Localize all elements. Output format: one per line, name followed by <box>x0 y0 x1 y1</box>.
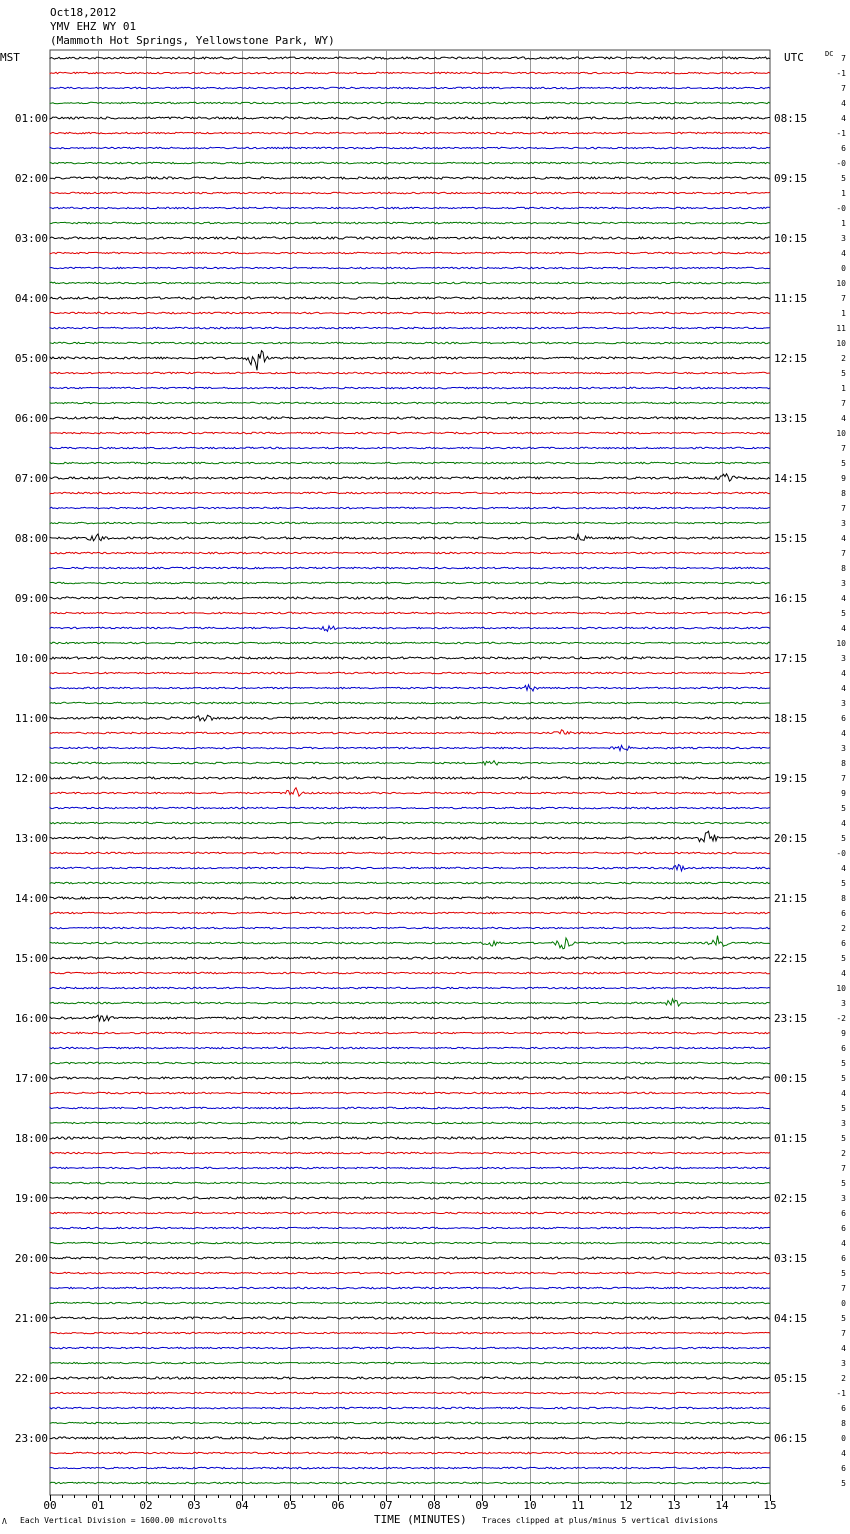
trace-row <box>50 1122 770 1124</box>
trace-row <box>50 1047 770 1049</box>
trace-row <box>50 447 770 449</box>
dc-offset-label: -1 <box>836 69 846 78</box>
dc-offset-label: -0 <box>836 849 846 858</box>
trace-row <box>50 936 770 949</box>
mst-hour-label: 17:00 <box>14 1072 48 1085</box>
trace-row <box>50 1437 770 1439</box>
trace-row <box>50 297 770 299</box>
dc-offset-label: 8 <box>841 1419 846 1428</box>
utc-hour-label: 04:15 <box>774 1312 808 1325</box>
dc-offset-label: 8 <box>841 564 846 573</box>
dc-offset-label: 3 <box>841 1119 846 1128</box>
trace-row <box>50 702 770 704</box>
mst-hour-label: 15:00 <box>14 952 48 965</box>
dc-offset-label: 5 <box>841 804 846 813</box>
trace-row <box>50 1062 770 1064</box>
trace-row <box>50 807 770 809</box>
dc-offset-label: 4 <box>841 114 846 123</box>
dc-offset-label: 5 <box>841 834 846 843</box>
mst-hour-label: 03:00 <box>14 232 48 245</box>
dc-offset-label: -2 <box>836 1014 846 1023</box>
trace-row <box>50 897 770 899</box>
utc-hour-label: 13:15 <box>774 412 808 425</box>
x-tick-label: 04 <box>235 1499 249 1512</box>
utc-hour-label: 10:15 <box>774 232 808 245</box>
trace-row <box>50 685 770 691</box>
trace-row <box>50 507 770 509</box>
x-tick-label: 08 <box>427 1499 441 1512</box>
dc-offset-label: 4 <box>841 684 846 693</box>
dc-offset-label: 5 <box>841 459 846 468</box>
x-tick-label: 09 <box>475 1499 489 1512</box>
trace-row <box>50 1197 770 1199</box>
dc-offset-label: 3 <box>841 1359 846 1368</box>
trace-row <box>50 1287 770 1289</box>
trace-row <box>50 1452 770 1454</box>
trace-row <box>50 745 770 750</box>
dc-offset-label: 2 <box>841 1374 846 1383</box>
dc-offset-label: 7 <box>841 1329 846 1338</box>
trace-row <box>50 1077 770 1079</box>
trace-row <box>50 552 770 554</box>
trace-row <box>50 1257 770 1259</box>
trace-row <box>50 626 770 632</box>
dc-offset-label: 7 <box>841 84 846 93</box>
dc-offset-label: 0 <box>841 1299 846 1308</box>
dc-offset-label: -0 <box>836 159 846 168</box>
dc-offset-label: 3 <box>841 234 846 243</box>
trace-row <box>50 252 770 254</box>
trace-row <box>50 882 770 884</box>
trace-row <box>50 987 770 989</box>
dc-offset-label: 9 <box>841 474 846 483</box>
trace-row <box>50 672 770 674</box>
trace-row <box>50 1212 770 1214</box>
dc-offset-label: 4 <box>841 729 846 738</box>
trace-row <box>50 582 770 584</box>
trace-row <box>50 1362 770 1364</box>
dc-offset-label: 1 <box>841 189 846 198</box>
trace-row <box>50 474 770 481</box>
dc-offset-label: 5 <box>841 1269 846 1278</box>
trace-row <box>50 87 770 89</box>
dc-offset-label: 4 <box>841 1089 846 1098</box>
utc-hour-label: 06:15 <box>774 1432 808 1445</box>
mst-hour-label: 16:00 <box>14 1012 48 1025</box>
x-axis-label: TIME (MINUTES) <box>374 1513 467 1526</box>
mst-hour-label: 08:00 <box>14 532 48 545</box>
x-tick-label: 05 <box>283 1499 297 1512</box>
dc-offset-label: 5 <box>841 1479 846 1488</box>
trace-row <box>50 1167 770 1169</box>
dc-offset-label: 8 <box>841 489 846 498</box>
dc-offset-label: 7 <box>841 504 846 513</box>
utc-hour-label: 11:15 <box>774 292 808 305</box>
dc-offset-label: 10 <box>836 984 846 993</box>
dc-offset-label: 5 <box>841 1104 846 1113</box>
dc-offset-label: 7 <box>841 54 846 63</box>
trace-row <box>50 912 770 914</box>
dc-offset-label: 6 <box>841 714 846 723</box>
dc-offset-label: 1 <box>841 309 846 318</box>
dc-offset-label: 8 <box>841 894 846 903</box>
dc-offset-label: -1 <box>836 1389 846 1398</box>
trace-row <box>50 957 770 959</box>
dc-offset-label: 4 <box>841 1449 846 1458</box>
utc-hour-label: 21:15 <box>774 892 808 905</box>
utc-hour-label: 15:15 <box>774 532 808 545</box>
trace-row <box>50 177 770 179</box>
dc-offset-label: 4 <box>841 969 846 978</box>
trace-row <box>50 612 770 614</box>
mst-hour-label: 12:00 <box>14 772 48 785</box>
dc-offset-label: 4 <box>841 669 846 678</box>
dc-offset-label: 7 <box>841 1284 846 1293</box>
dc-offset-label: 4 <box>841 1344 846 1353</box>
trace-row <box>50 147 770 149</box>
utc-hour-label: 03:15 <box>774 1252 808 1265</box>
utc-hour-label: 08:15 <box>774 112 808 125</box>
utc-hour-label: 16:15 <box>774 592 808 605</box>
mst-hour-label: 09:00 <box>14 592 48 605</box>
trace-row <box>50 372 770 374</box>
dc-offset-label: 6 <box>841 939 846 948</box>
mst-hour-label: 14:00 <box>14 892 48 905</box>
trace-row <box>50 522 770 524</box>
trace-row <box>50 237 770 239</box>
trace-row <box>50 972 770 974</box>
dc-offset-label: 2 <box>841 1149 846 1158</box>
trace-row <box>50 351 770 371</box>
utc-hour-label: 19:15 <box>774 772 808 785</box>
trace-row <box>50 1317 770 1319</box>
x-tick-label: 10 <box>523 1499 537 1512</box>
scale-note: Each Vertical Division = 1600.00 microvolts <box>20 1516 228 1525</box>
dc-offset-label: 3 <box>841 744 846 753</box>
utc-hour-label: 22:15 <box>774 952 808 965</box>
dc-offset-label: 3 <box>841 519 846 528</box>
trace-row <box>50 1152 770 1154</box>
trace-row <box>50 72 770 74</box>
mst-hour-label: 23:00 <box>14 1432 48 1445</box>
trace-row <box>50 1137 770 1139</box>
dc-offset-label: 5 <box>841 1074 846 1083</box>
trace-row <box>50 927 770 929</box>
trace-row <box>50 57 770 59</box>
dc-offset-label: 2 <box>841 924 846 933</box>
trace-row <box>50 192 770 194</box>
trace-row <box>50 730 770 734</box>
dc-offset-label: 3 <box>841 999 846 1008</box>
dc-offset-label: 4 <box>841 534 846 543</box>
utc-hour-label: 05:15 <box>774 1372 808 1385</box>
trace-row <box>50 222 770 224</box>
trace-row <box>50 462 770 464</box>
x-tick-label: 02 <box>139 1499 153 1512</box>
trace-row <box>50 822 770 824</box>
mst-hour-label: 04:00 <box>14 292 48 305</box>
dc-offset-label: 3 <box>841 654 846 663</box>
dc-offset-label: 6 <box>841 1464 846 1473</box>
trace-row <box>50 761 770 765</box>
trace-row <box>50 1242 770 1244</box>
clip-note: Traces clipped at plus/minus 5 vertical divisions <box>482 1516 719 1525</box>
dc-offset-label: 4 <box>841 819 846 828</box>
dc-offset-label: 6 <box>841 1254 846 1263</box>
dc-offset-label: 3 <box>841 699 846 708</box>
dc-offset-label: 7 <box>841 1164 846 1173</box>
dc-offset-label: 1 <box>841 384 846 393</box>
x-tick-label: 06 <box>331 1499 345 1512</box>
dc-offset-label: 2 <box>841 354 846 363</box>
mst-hour-label: 01:00 <box>14 112 48 125</box>
trace-row <box>50 567 770 569</box>
trace-row <box>50 492 770 494</box>
trace-row <box>50 1467 770 1469</box>
trace-row <box>50 534 770 541</box>
mst-hour-label: 18:00 <box>14 1132 48 1145</box>
trace-row <box>50 117 770 119</box>
utc-label: UTC <box>784 51 804 64</box>
trace-row <box>50 1332 770 1334</box>
mst-hour-label: 10:00 <box>14 652 48 665</box>
mst-hour-label: 06:00 <box>14 412 48 425</box>
dc-offset-label: 9 <box>841 789 846 798</box>
trace-row <box>50 1377 770 1379</box>
footer-mark: Λ <box>2 1517 7 1526</box>
trace-row <box>50 657 770 659</box>
mst-hour-label: 21:00 <box>14 1312 48 1325</box>
x-tick-label: 15 <box>763 1499 777 1512</box>
trace-row <box>50 162 770 164</box>
utc-hour-label: 02:15 <box>774 1192 808 1205</box>
trace-row <box>50 207 770 209</box>
dc-offset-label: 6 <box>841 1224 846 1233</box>
dc-offset-label: 5 <box>841 1059 846 1068</box>
mst-hour-label: 02:00 <box>14 172 48 185</box>
utc-hour-label: 12:15 <box>774 352 808 365</box>
dc-offset-label: 0 <box>841 264 846 273</box>
trace-row <box>50 417 770 419</box>
trace-row <box>50 715 770 721</box>
dc-offset-label: 5 <box>841 174 846 183</box>
trace-row <box>50 642 770 644</box>
dc-offset-label: 4 <box>841 864 846 873</box>
dc-offset-label: 6 <box>841 1404 846 1413</box>
trace-row <box>50 1182 770 1184</box>
dc-offset-label: 3 <box>841 579 846 588</box>
dc-offset-label: 6 <box>841 1044 846 1053</box>
mst-hour-label: 05:00 <box>14 352 48 365</box>
trace-row <box>50 1482 770 1484</box>
trace-row <box>50 1227 770 1229</box>
trace-row <box>50 852 770 854</box>
mst-hour-label: 20:00 <box>14 1252 48 1265</box>
station-location: (Mammoth Hot Springs, Yellowstone Park, WY) <box>50 34 335 47</box>
trace-row <box>50 1422 770 1424</box>
mst-label: MST <box>0 51 20 64</box>
chart-date: Oct18,2012 <box>50 6 117 19</box>
x-tick-label: 00 <box>43 1499 57 1512</box>
dc-offset-label: 7 <box>841 294 846 303</box>
trace-row <box>50 1092 770 1094</box>
trace-row <box>50 402 770 404</box>
utc-hour-label: 20:15 <box>774 832 808 845</box>
utc-hour-label: 14:15 <box>774 472 808 485</box>
trace-row <box>50 312 770 314</box>
x-tick-label: 07 <box>379 1499 393 1512</box>
utc-hour-label: 23:15 <box>774 1012 808 1025</box>
trace-row <box>50 1107 770 1109</box>
dc-offset-label: 11 <box>836 324 846 333</box>
dc-offset-label: 4 <box>841 99 846 108</box>
dc-offset-label: 5 <box>841 609 846 618</box>
utc-hour-label: 00:15 <box>774 1072 808 1085</box>
dc-offset-label: 4 <box>841 594 846 603</box>
trace-row <box>50 1347 770 1349</box>
trace-row <box>50 1272 770 1274</box>
dc-offset-label: 10 <box>836 429 846 438</box>
dc-label: DC <box>825 50 834 58</box>
mst-hour-label: 07:00 <box>14 472 48 485</box>
trace-row <box>50 865 770 871</box>
trace-row <box>50 1015 770 1021</box>
dc-offset-label: 4 <box>841 414 846 423</box>
x-tick-label: 01 <box>91 1499 105 1512</box>
x-tick-label: 03 <box>187 1499 201 1512</box>
dc-offset-label: 5 <box>841 369 846 378</box>
dc-offset-label: 5 <box>841 1179 846 1188</box>
dc-offset-label: 5 <box>841 879 846 888</box>
mst-hour-label: 19:00 <box>14 1192 48 1205</box>
trace-row <box>50 1392 770 1394</box>
trace-row <box>50 831 770 841</box>
mst-hour-label: 13:00 <box>14 832 48 845</box>
trace-row <box>50 597 770 599</box>
trace-row <box>50 102 770 104</box>
dc-offset-label: 9 <box>841 1029 846 1038</box>
trace-row <box>50 777 770 779</box>
dc-offset-label: 10 <box>836 339 846 348</box>
trace-row <box>50 267 770 269</box>
x-tick-label: 11 <box>571 1499 585 1512</box>
x-tick-label: 14 <box>715 1499 729 1512</box>
dc-offset-label: 10 <box>836 639 846 648</box>
dc-offset-label: -0 <box>836 204 846 213</box>
dc-offset-label: 7 <box>841 444 846 453</box>
utc-hour-label: 09:15 <box>774 172 808 185</box>
trace-row <box>50 432 770 434</box>
dc-offset-label: 10 <box>836 279 846 288</box>
dc-offset-label: 6 <box>841 144 846 153</box>
dc-offset-label: 7 <box>841 549 846 558</box>
utc-hour-label: 01:15 <box>774 1132 808 1145</box>
dc-offset-label: 6 <box>841 1209 846 1218</box>
trace-row <box>50 282 770 284</box>
dc-offset-label: 8 <box>841 759 846 768</box>
dc-offset-label: 7 <box>841 399 846 408</box>
trace-row <box>50 327 770 329</box>
dc-offset-label: 1 <box>841 219 846 228</box>
utc-hour-label: 18:15 <box>774 712 808 725</box>
trace-row <box>50 999 770 1006</box>
trace-row <box>50 132 770 134</box>
x-tick-label: 13 <box>667 1499 681 1512</box>
mst-hour-label: 22:00 <box>14 1372 48 1385</box>
dc-offset-label: 5 <box>841 1314 846 1323</box>
trace-row <box>50 342 770 344</box>
dc-offset-label: 3 <box>841 1194 846 1203</box>
dc-offset-label: 4 <box>841 624 846 633</box>
trace-row <box>50 387 770 389</box>
dc-offset-label: 0 <box>841 1434 846 1443</box>
dc-offset-label: 4 <box>841 1239 846 1248</box>
trace-row <box>50 788 770 796</box>
dc-offset-label: 5 <box>841 1134 846 1143</box>
utc-hour-label: 17:15 <box>774 652 808 665</box>
dc-offset-label: 4 <box>841 249 846 258</box>
dc-offset-label: 6 <box>841 909 846 918</box>
trace-row <box>50 1407 770 1409</box>
dc-offset-label: 5 <box>841 954 846 963</box>
x-tick-label: 12 <box>619 1499 633 1512</box>
dc-offset-label: -1 <box>836 129 846 138</box>
trace-row <box>50 1032 770 1034</box>
station-name: YMV EHZ WY 01 <box>50 20 137 33</box>
trace-row <box>50 1302 770 1304</box>
dc-offset-label: 7 <box>841 774 846 783</box>
mst-hour-label: 11:00 <box>14 712 48 725</box>
